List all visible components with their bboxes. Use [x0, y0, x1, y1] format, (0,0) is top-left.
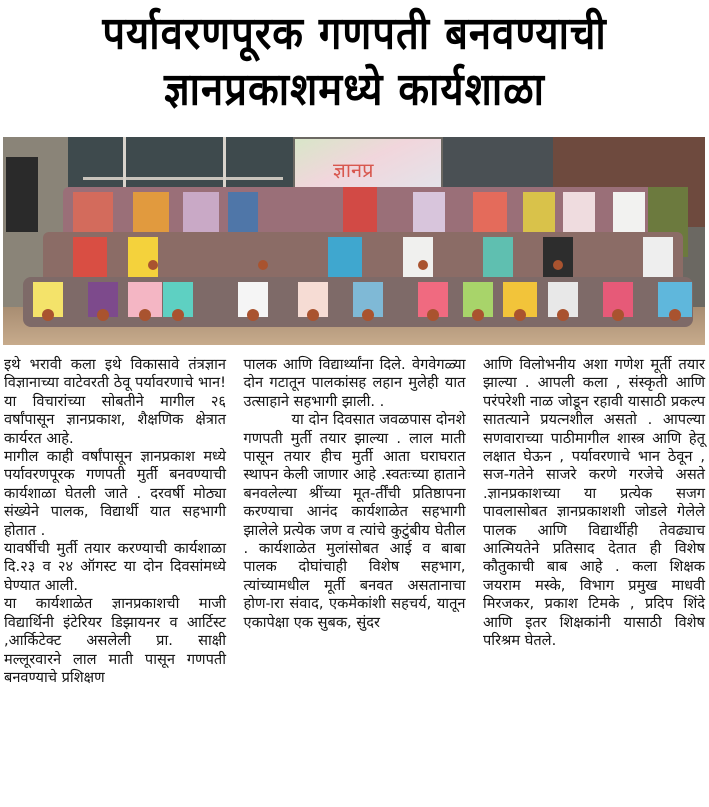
col1-paragraph-3: यावर्षीची मुर्ती तयार करण्याची कार्यशाळा दि.२३ व २४ ऑगस्ट या दोन दिवसांमध्ये घेण्यात आली. [4, 540, 226, 594]
article-body [4, 356, 705, 807]
col2-paragraph-1: पालक आणि विद्यार्थ्यांना दिले. वेगवेगळ्या दोन गटातून पालकांसह लहान मुलेही यात उत्साहाने सहभागी झाली. . [243, 356, 466, 410]
headline-line-1: पर्यावरणपूरक गणपती बनवण्याची [102, 8, 607, 60]
article-column-2 [244, 356, 466, 807]
article-column-3 [483, 356, 705, 807]
group-photo [3, 137, 705, 345]
col1-paragraph-1: इथे भरावी कला इथे विकासावे तंत्रज्ञान विज्ञानाच्या वाटेवरती ठेवू पर्यावरणाचे भान! या विचारांच्या सोबतीने मागील २६ वर्षांपासून ज्ञानप्रकाश, शैक्षणिक क्षेत्रात कार्यरत आहे. [4, 356, 226, 447]
banner-text: ज्ञानप्र [333, 158, 374, 182]
article-headline [0, 6, 709, 118]
article-column-1 [4, 356, 226, 807]
col1-paragraph-4: या कार्यशाळेत ज्ञानप्रकाशची माजी विद्यार्थिनी इंटेरियर डिझायनर व आर्टिस्ट ,आर्किटेक्ट असलेली प्रा. साक्षी मल्लूरवारने लाल माती पासून गणपती बनवण्याचे प्रशिक्षण [4, 595, 226, 686]
col1-paragraph-2: मागील काही वर्षांपासून ज्ञानप्रकाश मध्ये पर्यावरणपूरक गणपती मुर्ती बनवण्याची कार्यशाळा घेतली जाते . दरवर्षी मोठ्या संख्येने पालक, विद्यार्थी यात सहभागी होतात . [4, 448, 226, 539]
col3-paragraph-1: आणि विलोभनीय अशा गणेश मूर्ती तयार झाल्या . आपली कला , संस्कृती आणि परंपरेशी नाळ जोडून रहावी यासाठी प्रकल्प सातत्याने प्रयत्नशील असतो . आपल्या सणवाराच्या पाठीमागील शास्त्र आणि हेतू लक्षात घेऊन , पर्यावरणाचे भान ठेवून , सज-गतेने साजरे करणे गरजेचे असते .ज्ञानप्रकाशच्या या प्रत्येक सजग पावलासोबत ज्ञानप्रकाशशी जोडले गेलेले पालक आणि विद्यार्थीही तेवढ्याच आत्मियतेने प्रतिसाद देतात ही विशेष कौतुकाची बाब आहे . कला शिक्षक जयराम मस्के, विभाग प्रमुख माधवी मिरजकर, प्रकाश टिमके , प्रदिप शिंदे आणि इतर शिक्षकांनी यासाठी विशेष परिश्रम घेतले. [483, 356, 705, 650]
headline-line-2: ज्ञानप्रकाशमध्ये कार्यशाळा [164, 64, 545, 116]
group-photo-illustration [3, 137, 705, 345]
col2-paragraph-2: या दोन दिवसात जवळपास दोनशे गणपती मुर्ती तयार झाल्या . लाल माती पासून तयार हीच मुर्ती आता घराघरात स्थापन केली जाणार आहे .स्वतःच्या हाताने बनवलेल्या श्रींच्या मूत-र्तींची प्रतिष्ठापना करण्याचा आनंद कार्यशाळेत सहभागी झालेले प्रत्येक जण व त्यांचे कुटुंबीय घेतील . कार्यशाळेत मुलांसोबत आई व बाबा पालक दोघांचाही विशेष सहभाग, त्यांच्यामधील मूर्ती बनवत असतानाचा होण-ारा संवाद, एकमेकांशी सहचर्य, यातून एकापेक्षा एक सुबक, सुंदर [243, 411, 466, 631]
crowd-front-row [23, 277, 693, 327]
